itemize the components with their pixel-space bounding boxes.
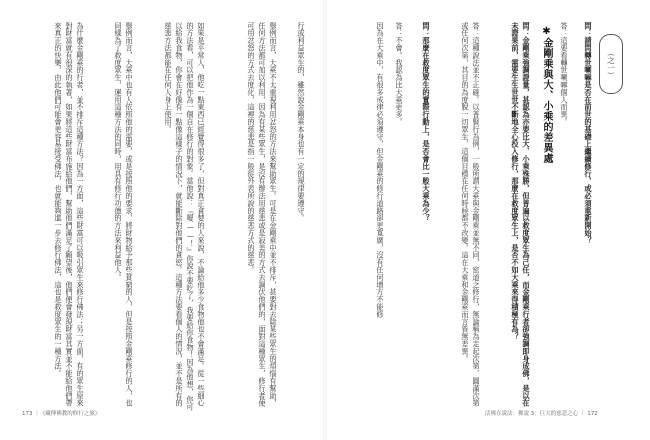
chapter-label: （之一） [606, 49, 616, 79]
intro-answer: 答：這要看轉世喇嘛個人而異。 [560, 22, 569, 126]
answer-2: 答：不會。我認為比大乘更多。 [395, 22, 404, 126]
left-paragraph-3: 如果是平常人，他吃一點東西已經覺得很多了，但對真正貪婪的人來說，不論給他多少食物他也不會滿足。從一些細心的方法看，可以把他作為一個自在修行的對象。當他說：『嗄——！』你說不要吃了，我要給你食物！因為他想，你可以給我食物，你會在好像有一點像這樣子的情況下，就能斷除對他們的貪慾。這種方法要看個人的情況，並不是所有的慈悲方法都能在任何人身上使用。 [164, 22, 206, 411]
section-heading: ✱金剛乘與大、小乘的差異處 [541, 26, 552, 164]
left-page-footer: 173 ｜《藏傳佛教的修行之旅》 [22, 411, 101, 417]
right-page-footer: 活佛在說法：佛說 3：巨大的慈悲之心 ｜ 172 [485, 411, 598, 417]
question-1: 問：金剛乘強調證量，甚認為亦要比大、小乘殊勝，但普遍以救度眾生為己任，而金剛乘行者卻強調即身成佛，是以在未證果前，需要生生世世不斷地全心投入修行，那麼在救度眾生上，是否不如大乘來得積極有為？ [511, 22, 531, 407]
book-gutter [323, 0, 327, 440]
right-paragraph-1: 因為在大乘中，有很多戒律必須遵守，但金剛乘的修行道路卻更寬廣，沒有任何增方不能修 [376, 22, 385, 318]
left-paragraph-2: 舉例而言，大乘不太重視利用忿怒的方法來幫助眾生。可是在金剛乘中並不排斥，甚要對去除某些眾生的煩惱有幫助，任何方法都可加以利用，因為有某些眾生，是沒有辦法用慈悲或是寂美的方式去調伏他們的，面對這種眾生，修行者便可用忿怒的方式去度化，這裡的慈悲是指一般從外表所說的慈悲方式的慈悲。 [247, 22, 278, 407]
intro-question: 問：請問轉世喇嘛是否在前世的基礎上繼續修行，或必須重新開始？ [584, 22, 593, 244]
left-paragraph-1: 行或利益眾生的，雖然說金剛乘本身也有一定的規律要遵守。 [297, 22, 306, 222]
left-paragraph-5: 為什麼金剛乘的行者，並不排斥這種方法？因為一方面，這些財富可以吸引眾生來修行佛法；另一方面，有的眾生原來對財富就有很深的執著，如果將這些財富布施給他們，幫助他們滿足了願望後，他們便會發現財富其實並不能給他們帶來真正的快樂，由此他們可能會更容易接受佛法，也就能夠進一步去修行佛法，這也是救度眾生的一種方法。 [54, 22, 85, 407]
left-paragraph-4: 舉例而言，大乘中也有人依照他的需要，或是按照他的要求，將財物給予那些貧窮的人，但是按照金剛乘修行的人，也同樣為了救度眾生，運用這種方法的同時，用具有修行功德的方法來利益他人。 [114, 22, 134, 407]
answer-1: 答：這種說法並不正確。以普賢行為例，一般所謂大乘與金剛乘並無不同，密道之修行，無論稱為走起次第、圓滿次第或任何次第，其目的為度脫一切眾生，這個目標在任何時候都不改變。這在大乘和金剛乘而言皆無差異。 [461, 22, 481, 407]
chapter-label-box [599, 34, 623, 94]
left-page [22, 22, 307, 414]
right-page [341, 22, 626, 414]
question-2: 問：那麼在救度眾生的實際行動上，是否會比一般大乘為少？ [422, 22, 431, 222]
